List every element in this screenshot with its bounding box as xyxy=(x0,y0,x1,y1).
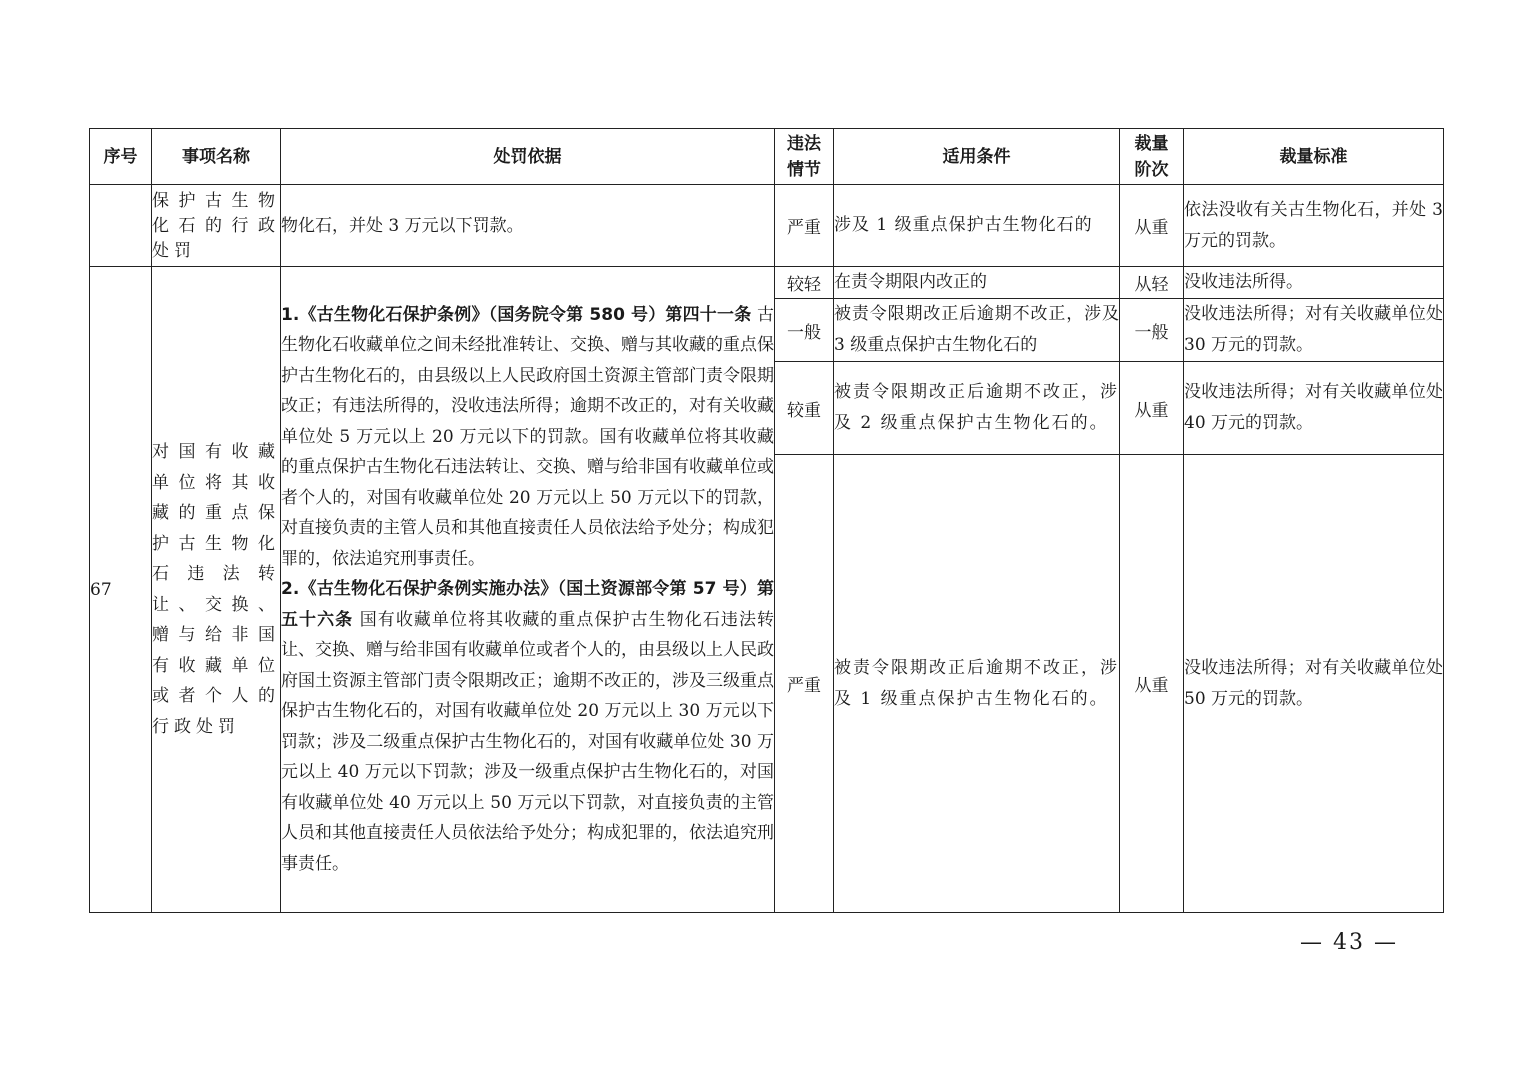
continued-standard: 依法没收有关古生物化石，并处 3 万元的罚款。 xyxy=(1184,185,1444,267)
basis1-title: 1.《古生物化石保护条例》（国务院令第 580 号）第四十一条 xyxy=(281,304,752,325)
page-number: — 43 — xyxy=(1300,930,1398,955)
continued-basis: 物化石，并处 3 万元以下罚款。 xyxy=(281,185,775,267)
row1-circumstance: 较轻 xyxy=(775,267,834,299)
item67-basis xyxy=(281,267,775,913)
continued-name: 保护古生物化石的行政处罚 xyxy=(152,185,281,267)
item67-seq: 67 xyxy=(90,267,152,913)
basis2-title: 2.《古生物化石保护条例实施办法》（国土资源部令第 57 号）第五十六条 xyxy=(281,579,774,630)
row3-standard: 没收违法所得；对有关收藏单位处 40 万元的罚款。 xyxy=(1184,362,1444,455)
row2-condition: 被责令限期改正后逾期不改正，涉及 3 级重点保护古生物化石的 xyxy=(834,299,1120,362)
row4-condition: 被责令限期改正后逾期不改正，涉及 1 级重点保护古生物化石的。 xyxy=(834,455,1120,913)
row4-circumstance: 严重 xyxy=(775,455,834,913)
row3-condition: 被责令限期改正后逾期不改正，涉及 2 级重点保护古生物化石的。 xyxy=(834,362,1120,455)
item67-row-1 xyxy=(90,267,1444,299)
header-condition: 适用条件 xyxy=(834,129,1120,185)
row1-standard: 没收违法所得。 xyxy=(1184,267,1444,299)
row1-level: 从轻 xyxy=(1120,267,1184,299)
header-name: 事项名称 xyxy=(152,129,281,185)
continued-row xyxy=(90,185,1444,267)
header-row xyxy=(90,129,1444,185)
item67-name: 对国有收藏单位将其收藏的重点保护古生物化石违法转让、交换、赠与给非国有收藏单位或者个人的行政处罚 xyxy=(152,267,281,913)
row2-standard: 没收违法所得；对有关收藏单位处 30 万元的罚款。 xyxy=(1184,299,1444,362)
penalty-discretion-table xyxy=(89,128,1444,913)
continued-condition: 涉及 1 级重点保护古生物化石的 xyxy=(834,185,1120,267)
basis1-text: 古生物化石收藏单位之间未经批准转让、交换、赠与其收藏的重点保护古生物化石的，由县级以上人民政府国土资源主管部门责令限期改正；有违法所得的，没收违法所得；逾期不改正的，对有关收藏单位处 5 万元以上 20 万元以下的罚款。国有收藏单位将其收藏的重点保护古生物化石违法转让、交换、赠与给非国有收藏单位或者个人的，对国有收藏单位处 20 万元以上 50 万元以下的罚款，对直接负责的主管人员和其他直接责任人员依法给予处分；构成犯罪的，依法追究刑事责任。 xyxy=(281,304,775,569)
row3-circumstance: 较重 xyxy=(775,362,834,455)
header-basis: 处罚依据 xyxy=(281,129,775,185)
row4-standard: 没收违法所得；对有关收藏单位处 50 万元的罚款。 xyxy=(1184,455,1444,913)
header-seq: 序号 xyxy=(90,129,152,185)
header-standard: 裁量标准 xyxy=(1184,129,1444,185)
header-circumstance: 违法 情节 xyxy=(775,129,834,185)
row2-level: 一般 xyxy=(1120,299,1184,362)
row2-circumstance: 一般 xyxy=(775,299,834,362)
header-level: 裁量 阶次 xyxy=(1120,129,1184,185)
continued-circumstance: 严重 xyxy=(775,185,834,267)
continued-seq xyxy=(90,185,152,267)
row4-level: 从重 xyxy=(1120,455,1184,913)
continued-level: 从重 xyxy=(1120,185,1184,267)
basis2-text: 国有收藏单位将其收藏的重点保护古生物化石违法转让、交换、赠与给非国有收藏单位或者个人的，由县级以上人民政府国土资源主管部门责令限期改正；逾期不改正的，涉及三级重点保护古生物化石的，对国有收藏单位处 20 万元以上 30 万元以下罚款；涉及二级重点保护古生物化石的，对国有收藏单位处 30 万元以上 40 万元以下罚款；涉及一级重点保护古生物化石的，对国有收藏单位处 40 万元以上 50 万元以下罚款，对直接负责的主管人员和其他直接责任人员依法给予处分；构成犯罪的，依法追究刑事责任。 xyxy=(281,609,775,874)
row3-level: 从重 xyxy=(1120,362,1184,455)
row1-condition: 在责令期限内改正的 xyxy=(834,267,1120,299)
